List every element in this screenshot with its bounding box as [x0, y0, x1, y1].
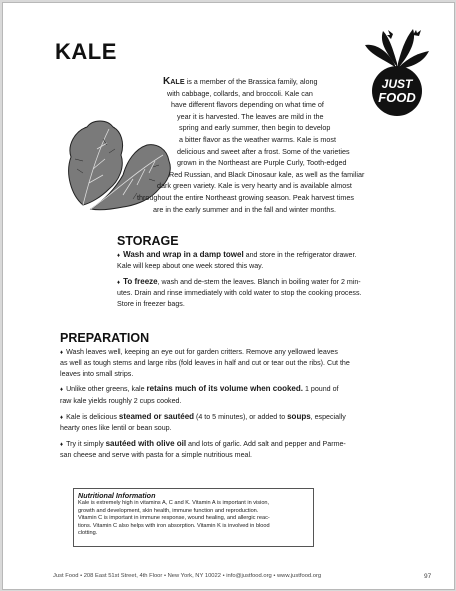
preparation-section [60, 333, 440, 466]
intro-line: throughout the entire Northeast growing season. Peak harvest times [137, 192, 354, 202]
intro-line: are in the early summer and in the fall and winter months. [153, 204, 336, 214]
diamond-bullet-icon: ♦ [60, 441, 64, 448]
nutritional-info-title: Nutritional Information [78, 491, 156, 500]
logo-text-just: JUST [381, 77, 413, 91]
drop-cap: K [163, 76, 171, 87]
preparation-heading: PREPARATION [60, 331, 150, 345]
nutritional-info-line: Kale is extremely high in vitamins A, C and K. Vitamin A is important in vision, [78, 500, 270, 507]
page-title: KALE [55, 39, 117, 64]
nutritional-info-line: tions. Vitamin C also helps with iron absorption. Vitamin K is involved in blood [78, 522, 270, 529]
nutritional-info-line: Vitamin C is important in immune response, wound healing, and allergic reac- [78, 515, 270, 522]
diamond-bullet-icon: ♦ [117, 279, 121, 286]
page [2, 2, 455, 590]
intro-paragraph [123, 76, 413, 215]
preparation-item: ♦ Try it simply sautéed with olive oil and lots of garlic. Add salt and pepper and Parme- san cheese and serve with pasta for a simple nutritious meal. [60, 438, 346, 460]
intro-line: year it is harvested. The leaves are mild in the [177, 111, 324, 121]
intro-line: spring and early summer, then begin to develop [179, 123, 331, 133]
nutritional-info-line: clotting. [78, 530, 98, 537]
intro-line: KALE is a member of the Brassica family, along [163, 76, 318, 87]
diamond-bullet-icon: ♦ [60, 349, 64, 356]
diamond-bullet-icon: ♦ [117, 252, 121, 259]
intro-first-word: ALE [170, 77, 185, 86]
intro-line: dark green variety. Kale is very hearty and is available almost [157, 181, 352, 191]
page-number: 97 [424, 573, 432, 580]
footer-contact: Just Food • 208 East 51st Street, 4th Floor • New York, NY 10022 • info@justfood.org • www.justfood.org [53, 573, 322, 579]
storage-item: ♦ To freeze, wash and de-stem the leaves. Blanch in boiling water for 2 min- utes. Drain and rinse immediately with cold water to stop the cooking process. Store in freezer bags. [117, 276, 362, 308]
intro-line: grown in the Northeast are Purple Curly, Tooth-edged [177, 158, 347, 168]
storage-section [117, 236, 435, 315]
preparation-item: ♦ Wash leaves well, keeping an eye out for garden critters. Remove any yellowed leaves as well as tough stems and large ribs (fold leaves in half and cut or tear out the ribs). Cut the leaves into small strips. [60, 347, 350, 378]
storage-item: ♦ Wash and wrap in a damp towel and store in the refrigerator drawer. Kale will keep about one week stored this way. [117, 249, 357, 271]
logo-text-food: FOOD [378, 90, 416, 105]
intro-line: Red Russian, and Black Dinosaur kale, as well as the familiar [169, 169, 365, 179]
diamond-bullet-icon: ♦ [60, 414, 64, 421]
preparation-item: ♦ Unlike other greens, kale retains much of its volume when cooked. 1 pound of raw kale yields roughly 2 cups cooked. [60, 384, 339, 405]
intro-line: have different flavors depending on what time of [171, 100, 324, 110]
intro-line: a bitter flavor as the weather warms. Kale is most [179, 134, 336, 144]
preparation-item: ♦ Kale is delicious steamed or sautéed (4 to 5 minutes), or added to soups, especially hearty ones like lentil or bean soup. [60, 411, 346, 433]
intro-line: delicious and sweet after a frost. Some of the varieties [177, 146, 350, 156]
nutritional-info-box [73, 488, 314, 547]
nutritional-info-line: growth and development, skin health, immune function and reproduction. [78, 507, 259, 514]
diamond-bullet-icon: ♦ [60, 387, 64, 394]
storage-heading: STORAGE [117, 234, 179, 248]
intro-line: with cabbage, collards, and broccoli. Kale can [167, 88, 313, 98]
